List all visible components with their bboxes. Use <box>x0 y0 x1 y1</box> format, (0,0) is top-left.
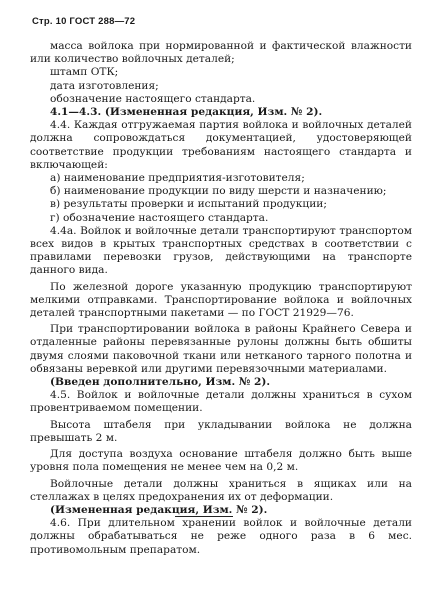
paragraph: штамп ОТК; <box>50 66 119 79</box>
body-text <box>30 40 412 557</box>
paragraph: б) наименование продукции по виду шерсти и назначению; <box>50 185 387 198</box>
paragraph: (Введен дополнительно, Изм. № 2). <box>50 376 271 389</box>
paragraph: 4.4а. Войлок и войлочные детали транспортируют транспортом всех видов в крытых транспортных средствах в соответствии с правилами перевозки грузов, действующими на транспорте данного вида. <box>30 224 412 277</box>
paragraph: в) результаты проверки и испытаний продукции; <box>50 198 327 211</box>
paragraph: 4.6. При длительном хранении войлок и войлочные детали должны обрабатываться не реже одного раза в 6 мес. противомольным препаратом. <box>30 517 412 556</box>
paragraph: а) наименование предприятия-изготовителя; <box>50 172 305 185</box>
page-header: Стр. 10 ГОСТ 288—72 <box>32 16 136 27</box>
paragraph: 4.4. Каждая отгружаемая партия войлока и войлочных деталей должна сопровождаться документацией, удостоверяющей соответствие продукции требованиям настоящего стандарта и включающей: <box>30 119 412 171</box>
paragraph: 4.1—4.3. (Измененная редакция, Изм. № 2). <box>50 106 323 119</box>
paragraph: Высота штабеля при укладывании войлока не должна превышать 2 м. <box>30 418 412 444</box>
paragraph: г) обозначение настоящего стандарта. <box>50 211 269 224</box>
paragraph: Для доступа воздуха основание штабеля должно быть выше уровня пола помещения не менее чем на 0,2 м. <box>30 448 412 474</box>
end-rule <box>175 516 233 517</box>
paragraph: дата изготовления; <box>50 79 159 92</box>
paragraph: При транспортировании войлока в районы Крайнего Севера и отдаленные районы перевязанные рулоны должны быть обшиты двумя слоями паковочной ткани или нетканого тарного полотна и обвязаны веревкой или другими перевязочными материалами. <box>30 323 412 375</box>
paragraph: масса войлока при нормированной и фактической влажности или количество войлочных деталей; <box>30 40 412 66</box>
paragraph: 4.5. Войлок и войлочные детали должны храниться в сухом провентриваемом помещении. <box>30 389 412 415</box>
paragraph: Войлочные детали должны храниться в ящиках или на стеллажах в целях предохранения их от деформации. <box>30 477 412 503</box>
paragraph: (Измененная редакция, Изм. № 2). <box>50 503 268 516</box>
paragraph: По железной дороге указанную продукцию транспортируют мелкими отправками. Транспортирование войлока и войлочных деталей транспортными пакетами — по ГОСТ 21929—76. <box>30 280 412 320</box>
paragraph: обозначение настоящего стандарта. <box>50 92 256 105</box>
